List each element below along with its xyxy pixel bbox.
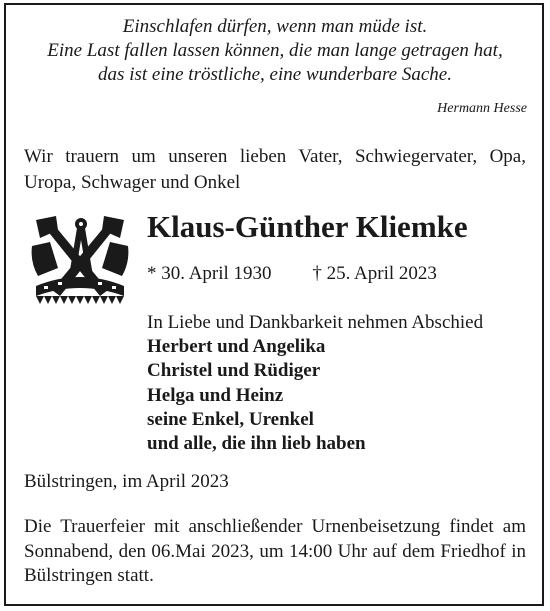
- mourners-lead: In Liebe und Dankbarkeit nehmen Abschied: [147, 312, 484, 333]
- carpenter-guild-emblem-icon: [28, 216, 132, 316]
- poem-line: Einschlafen dürfen, wenn man müde ist.: [122, 16, 428, 37]
- death-date: † 25. April 2023: [312, 263, 437, 284]
- poem: [0, 15, 550, 87]
- intro-text: Wir trauern um unseren lieben Vater, Schwiegervater, Opa, Uropa, Schwager und Onkel: [24, 146, 526, 193]
- deceased-name: Klaus-Günther Kliemke: [147, 209, 468, 244]
- life-dates: [147, 262, 437, 286]
- mourner-name: seine Enkel, Urenkel: [147, 408, 314, 430]
- birth-date: * 30. April 1930: [147, 263, 272, 284]
- mourners-block: [147, 311, 483, 456]
- poem-author: Hermann Hesse: [437, 101, 527, 116]
- mourner-name: und alle, die ihn lieb haben: [147, 433, 366, 455]
- poem-line: das ist eine tröstliche, eine wunderbare Sache.: [98, 64, 452, 85]
- place-and-date: Bülstringen, im April 2023: [24, 471, 229, 492]
- mourner-name: Christel und Rüdiger: [147, 360, 321, 382]
- mourner-name: Herbert und Angelika: [147, 336, 326, 358]
- funeral-service-info: Die Trauerfeier mit anschließender Urnenbeisetzung findet am Sonnabend, den 06.Mai 2023, um 14:00 Uhr auf dem Friedhof in Bülstringen statt.: [24, 516, 526, 586]
- poem-line: Eine Last fallen lassen können, die man lange getragen hat,: [47, 40, 503, 61]
- mourner-name: Helga und Heinz: [147, 384, 284, 406]
